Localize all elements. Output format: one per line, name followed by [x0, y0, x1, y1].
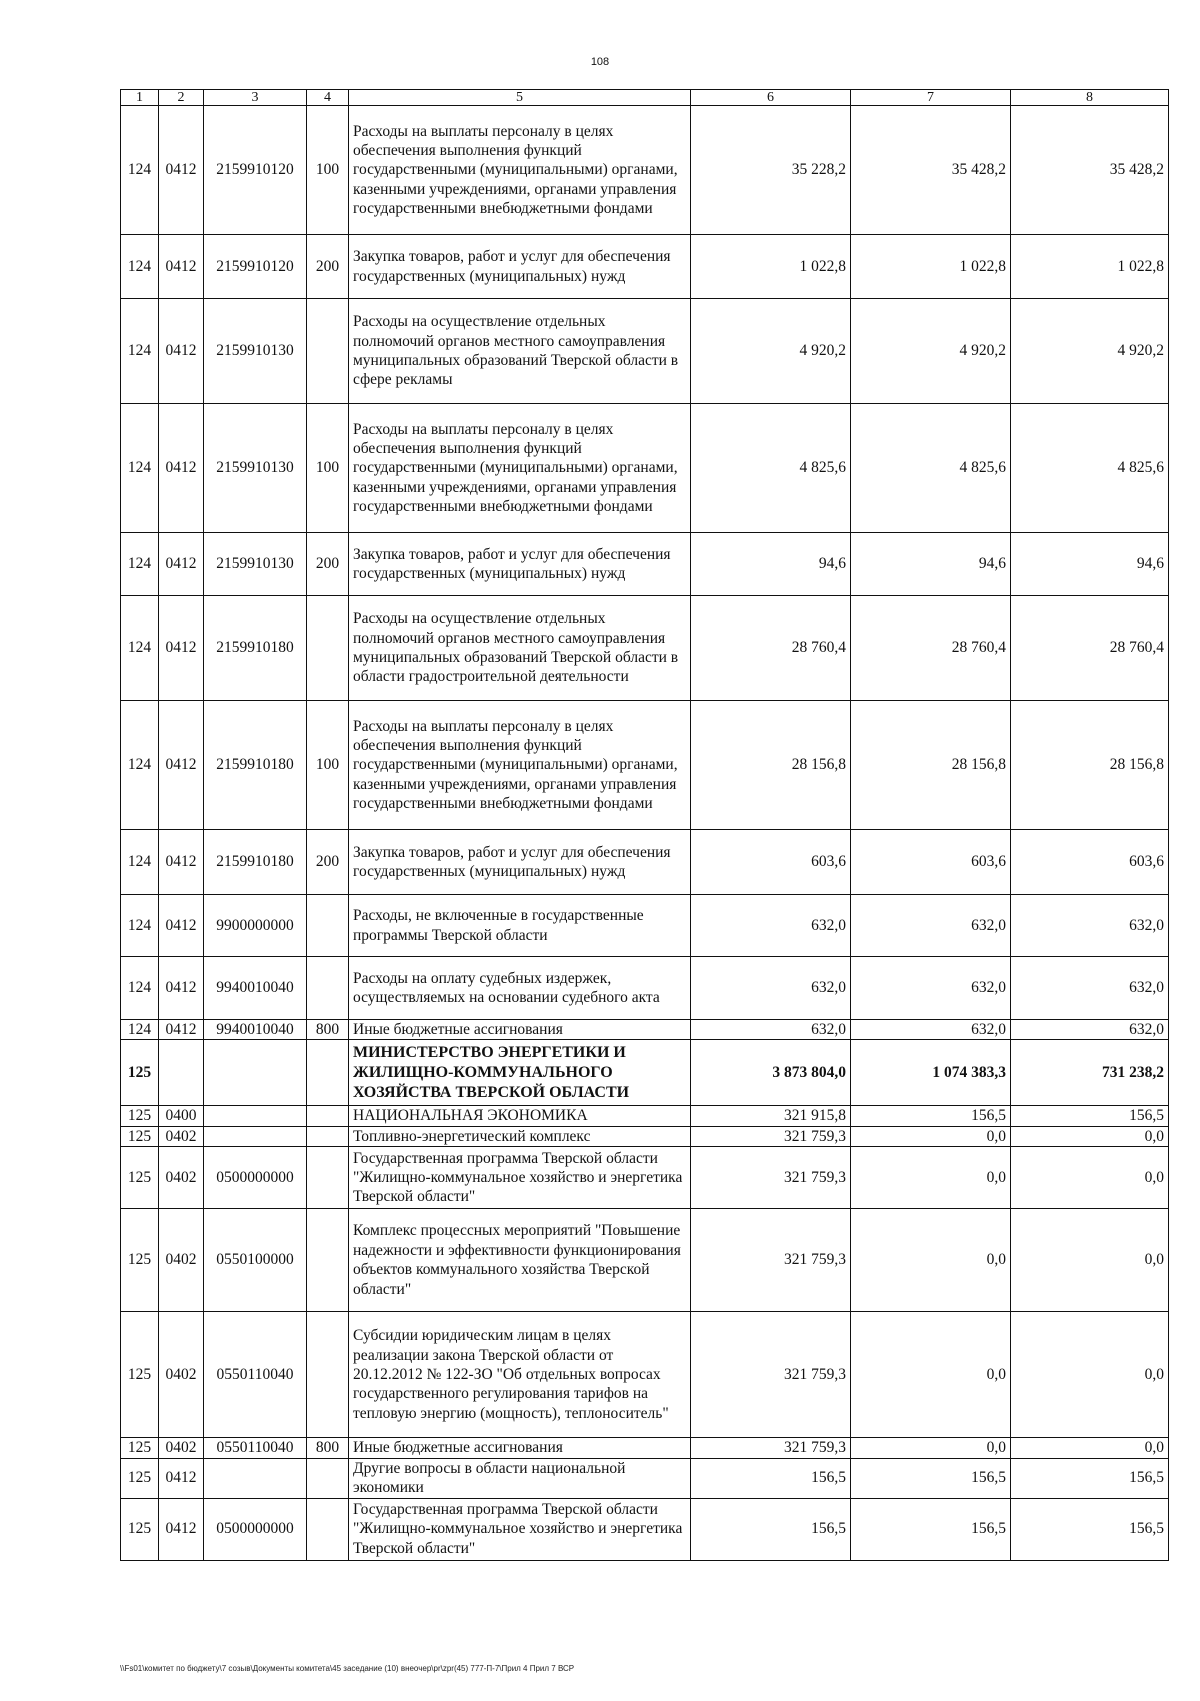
amount-year-3-cell: 603,6 [1011, 830, 1169, 895]
item-description-cell: НАЦИОНАЛЬНАЯ ЭКОНОМИКА [349, 1106, 691, 1126]
ministry-code-cell: 124 [121, 299, 159, 404]
expense-type-code-cell: 100 [307, 106, 349, 235]
amount-year-3-cell: 632,0 [1011, 895, 1169, 957]
target-article-code-cell: 0500000000 [204, 1147, 307, 1209]
item-description-cell: Иные бюджетные ассигнования [349, 1020, 691, 1040]
column-header: 3 [204, 90, 307, 106]
amount-year-1-cell: 321 759,3 [691, 1438, 851, 1458]
amount-year-3-cell: 0,0 [1011, 1147, 1169, 1209]
amount-year-1-cell: 632,0 [691, 895, 851, 957]
amount-year-3-cell: 94,6 [1011, 533, 1169, 596]
expense-type-code-cell: 200 [307, 235, 349, 299]
ministry-code-cell: 124 [121, 596, 159, 701]
target-article-code-cell: 2159910120 [204, 235, 307, 299]
target-article-code-cell: 2159910180 [204, 830, 307, 895]
item-description-cell: Расходы на выплаты персоналу в целях обеспечения выполнения функций государственными (муниципальными) органами, казенными учреждениями, органами управления государственными внебюджетными фондами [349, 701, 691, 830]
target-article-code-cell: 9900000000 [204, 895, 307, 957]
ministry-code-cell: 124 [121, 830, 159, 895]
column-header: 6 [691, 90, 851, 106]
target-article-code-cell: 9940010040 [204, 957, 307, 1020]
table-row [121, 1312, 1169, 1438]
amount-year-2-cell: 28 156,8 [851, 701, 1011, 830]
target-article-code-cell: 0550110040 [204, 1312, 307, 1438]
amount-year-2-cell: 94,6 [851, 533, 1011, 596]
ministry-code-cell: 125 [121, 1147, 159, 1209]
section-code-cell: 0412 [159, 235, 204, 299]
amount-year-1-cell: 603,6 [691, 830, 851, 895]
ministry-code-cell: 124 [121, 404, 159, 533]
table-row [121, 1438, 1169, 1458]
ministry-code-cell: 124 [121, 106, 159, 235]
table-row [121, 106, 1169, 235]
amount-year-1-cell: 28 760,4 [691, 596, 851, 701]
item-description-cell: Расходы на оплату судебных издержек, осуществляемых на основании судебного акта [349, 957, 691, 1020]
amount-year-2-cell: 156,5 [851, 1106, 1011, 1126]
table-row [121, 1147, 1169, 1209]
item-description-cell: Расходы на осуществление отдельных полномочий органов местного самоуправления муниципальных образований Тверской области в области градостроительной деятельности [349, 596, 691, 701]
table-row [121, 235, 1169, 299]
target-article-code-cell: 0550100000 [204, 1209, 307, 1312]
column-header: 1 [121, 90, 159, 106]
amount-year-2-cell: 156,5 [851, 1498, 1011, 1560]
expense-type-code-cell [307, 1040, 349, 1106]
ministry-code-cell: 124 [121, 895, 159, 957]
section-code-cell: 0412 [159, 596, 204, 701]
item-description-cell: Субсидии юридическим лицам в целях реализации закона Тверской области от 20.12.2012 № 122-ЗО "Об отдельных вопросах государственного регулирования тарифов на тепловую энергию (мощность), теплоноситель" [349, 1312, 691, 1438]
table-row [121, 957, 1169, 1020]
table-row [121, 1126, 1169, 1146]
item-description-cell: МИНИСТЕРСТВО ЭНЕРГЕТИКИ И ЖИЛИЩНО-КОММУНАЛЬНОГО ХОЗЯЙСТВА ТВЕРСКОЙ ОБЛАСТИ [349, 1040, 691, 1106]
amount-year-1-cell: 1 022,8 [691, 235, 851, 299]
expense-type-code-cell: 800 [307, 1438, 349, 1458]
section-code-cell: 0412 [159, 106, 204, 235]
section-code-cell: 0412 [159, 533, 204, 596]
amount-year-3-cell: 1 022,8 [1011, 235, 1169, 299]
section-code-cell: 0412 [159, 830, 204, 895]
expense-type-code-cell: 800 [307, 1020, 349, 1040]
amount-year-3-cell: 0,0 [1011, 1209, 1169, 1312]
item-description-cell: Расходы на выплаты персоналу в целях обеспечения выполнения функций государственными (муниципальными) органами, казенными учреждениями, органами управления государственными внебюджетными фондами [349, 404, 691, 533]
amount-year-2-cell: 1 074 383,3 [851, 1040, 1011, 1106]
expense-type-code-cell: 200 [307, 830, 349, 895]
expense-type-code-cell: 100 [307, 701, 349, 830]
ministry-code-cell: 125 [121, 1209, 159, 1312]
amount-year-2-cell: 603,6 [851, 830, 1011, 895]
amount-year-3-cell: 35 428,2 [1011, 106, 1169, 235]
amount-year-2-cell: 0,0 [851, 1147, 1011, 1209]
target-article-code-cell: 0500000000 [204, 1498, 307, 1560]
amount-year-3-cell: 28 760,4 [1011, 596, 1169, 701]
section-code-cell: 0412 [159, 404, 204, 533]
expense-type-code-cell [307, 1106, 349, 1126]
amount-year-2-cell: 0,0 [851, 1126, 1011, 1146]
section-code-cell: 0412 [159, 957, 204, 1020]
item-description-cell: Расходы на выплаты персоналу в целях обеспечения выполнения функций государственными (муниципальными) органами, казенными учреждениями, органами управления государственными внебюджетными фондами [349, 106, 691, 235]
expense-type-code-cell [307, 1498, 349, 1560]
amount-year-1-cell: 632,0 [691, 1020, 851, 1040]
footer-file-path: \\Fs01\комитет по бюджету\7 созыв\Документы комитета\45 заседание (10) внеочер\pr\zpr(45) 777-П-7\Прил 4 Прил 7 ВСР [120, 1664, 575, 1673]
expense-type-code-cell: 100 [307, 404, 349, 533]
expense-type-code-cell [307, 1147, 349, 1209]
column-header: 5 [349, 90, 691, 106]
expense-type-code-cell [307, 1126, 349, 1146]
amount-year-3-cell: 4 825,6 [1011, 404, 1169, 533]
expense-type-code-cell [307, 596, 349, 701]
item-description-cell: Расходы на осуществление отдельных полномочий органов местного самоуправления муниципальных образований Тверской области в сфере рекламы [349, 299, 691, 404]
amount-year-3-cell: 156,5 [1011, 1498, 1169, 1560]
amount-year-2-cell: 4 825,6 [851, 404, 1011, 533]
section-code-cell: 0400 [159, 1106, 204, 1126]
table-row [121, 1020, 1169, 1040]
target-article-code-cell [204, 1126, 307, 1146]
section-code-cell: 0402 [159, 1147, 204, 1209]
expense-type-code-cell [307, 1312, 349, 1438]
table-row [121, 1209, 1169, 1312]
amount-year-2-cell: 28 760,4 [851, 596, 1011, 701]
amount-year-1-cell: 156,5 [691, 1498, 851, 1560]
section-code-cell: 0412 [159, 895, 204, 957]
page-number: 108 [590, 56, 610, 68]
amount-year-1-cell: 28 156,8 [691, 701, 851, 830]
amount-year-2-cell: 632,0 [851, 895, 1011, 957]
amount-year-3-cell: 156,5 [1011, 1458, 1169, 1498]
target-article-code-cell [204, 1458, 307, 1498]
amount-year-2-cell: 1 022,8 [851, 235, 1011, 299]
amount-year-1-cell: 3 873 804,0 [691, 1040, 851, 1106]
table-row [121, 1458, 1169, 1498]
amount-year-2-cell: 4 920,2 [851, 299, 1011, 404]
target-article-code-cell: 9940010040 [204, 1020, 307, 1040]
amount-year-2-cell: 632,0 [851, 957, 1011, 1020]
target-article-code-cell [204, 1106, 307, 1126]
ministry-code-cell: 124 [121, 533, 159, 596]
ministry-code-cell: 125 [121, 1458, 159, 1498]
expense-type-code-cell [307, 1209, 349, 1312]
ministry-code-cell: 125 [121, 1040, 159, 1106]
ministry-code-cell: 124 [121, 235, 159, 299]
amount-year-1-cell: 321 759,3 [691, 1147, 851, 1209]
ministry-code-cell: 125 [121, 1126, 159, 1146]
section-code-cell: 0402 [159, 1209, 204, 1312]
amount-year-2-cell: 35 428,2 [851, 106, 1011, 235]
amount-year-3-cell: 632,0 [1011, 957, 1169, 1020]
item-description-cell: Государственная программа Тверской области "Жилищно-коммунальное хозяйство и энергетика Тверской области" [349, 1147, 691, 1209]
table-row [121, 1106, 1169, 1126]
item-description-cell: Закупка товаров, работ и услуг для обеспечения государственных (муниципальных) нужд [349, 533, 691, 596]
amount-year-3-cell: 156,5 [1011, 1106, 1169, 1126]
target-article-code-cell: 2159910130 [204, 299, 307, 404]
ministry-code-cell: 125 [121, 1438, 159, 1458]
item-description-cell: Топливно-энергетический комплекс [349, 1126, 691, 1146]
section-code-cell: 0412 [159, 701, 204, 830]
amount-year-1-cell: 35 228,2 [691, 106, 851, 235]
ministry-code-cell: 125 [121, 1498, 159, 1560]
amount-year-3-cell: 0,0 [1011, 1438, 1169, 1458]
ministry-code-cell: 124 [121, 1020, 159, 1040]
amount-year-3-cell: 28 156,8 [1011, 701, 1169, 830]
amount-year-1-cell: 321 759,3 [691, 1126, 851, 1146]
amount-year-1-cell: 632,0 [691, 957, 851, 1020]
amount-year-2-cell: 0,0 [851, 1312, 1011, 1438]
amount-year-1-cell: 94,6 [691, 533, 851, 596]
section-code-cell: 0412 [159, 299, 204, 404]
column-header: 8 [1011, 90, 1169, 106]
section-code-cell: 0402 [159, 1312, 204, 1438]
table-row [121, 596, 1169, 701]
amount-year-1-cell: 4 825,6 [691, 404, 851, 533]
section-code-cell: 0412 [159, 1498, 204, 1560]
amount-year-3-cell: 731 238,2 [1011, 1040, 1169, 1106]
table-body [121, 106, 1169, 1561]
table-row-ministry [121, 1040, 1169, 1106]
amount-year-2-cell: 632,0 [851, 1020, 1011, 1040]
amount-year-2-cell: 0,0 [851, 1209, 1011, 1312]
expense-type-code-cell [307, 1458, 349, 1498]
amount-year-2-cell: 156,5 [851, 1458, 1011, 1498]
table-row [121, 299, 1169, 404]
table-row [121, 830, 1169, 895]
amount-year-1-cell: 321 759,3 [691, 1312, 851, 1438]
column-header: 2 [159, 90, 204, 106]
table-row [121, 404, 1169, 533]
expense-type-code-cell [307, 895, 349, 957]
column-number-row [121, 90, 1169, 106]
amount-year-3-cell: 632,0 [1011, 1020, 1169, 1040]
item-description-cell: Закупка товаров, работ и услуг для обеспечения государственных (муниципальных) нужд [349, 235, 691, 299]
section-code-cell: 0402 [159, 1438, 204, 1458]
amount-year-3-cell: 0,0 [1011, 1312, 1169, 1438]
column-header: 4 [307, 90, 349, 106]
target-article-code-cell: 2159910130 [204, 404, 307, 533]
section-code-cell: 0412 [159, 1020, 204, 1040]
target-article-code-cell [204, 1040, 307, 1106]
table-row [121, 895, 1169, 957]
item-description-cell: Иные бюджетные ассигнования [349, 1438, 691, 1458]
expense-type-code-cell [307, 299, 349, 404]
amount-year-1-cell: 321 759,3 [691, 1209, 851, 1312]
ministry-code-cell: 124 [121, 701, 159, 830]
section-code-cell: 0412 [159, 1458, 204, 1498]
amount-year-3-cell: 4 920,2 [1011, 299, 1169, 404]
amount-year-1-cell: 321 915,8 [691, 1106, 851, 1126]
amount-year-3-cell: 0,0 [1011, 1126, 1169, 1146]
target-article-code-cell: 2159910120 [204, 106, 307, 235]
ministry-code-cell: 124 [121, 957, 159, 1020]
amount-year-1-cell: 4 920,2 [691, 299, 851, 404]
expense-type-code-cell: 200 [307, 533, 349, 596]
ministry-code-cell: 125 [121, 1106, 159, 1126]
target-article-code-cell: 2159910180 [204, 701, 307, 830]
item-description-cell: Закупка товаров, работ и услуг для обеспечения государственных (муниципальных) нужд [349, 830, 691, 895]
table-row [121, 701, 1169, 830]
item-description-cell: Государственная программа Тверской области "Жилищно-коммунальное хозяйство и энергетика Тверской области" [349, 1498, 691, 1560]
item-description-cell: Комплекс процессных мероприятий "Повышение надежности и эффективности функционирования объектов коммунального хозяйства Тверской области" [349, 1209, 691, 1312]
section-code-cell [159, 1040, 204, 1106]
amount-year-1-cell: 156,5 [691, 1458, 851, 1498]
target-article-code-cell: 0550110040 [204, 1438, 307, 1458]
table-row [121, 1498, 1169, 1560]
item-description-cell: Другие вопросы в области национальной экономики [349, 1458, 691, 1498]
target-article-code-cell: 2159910130 [204, 533, 307, 596]
item-description-cell: Расходы, не включенные в государственные программы Тверской области [349, 895, 691, 957]
table-row [121, 533, 1169, 596]
ministry-code-cell: 125 [121, 1312, 159, 1438]
column-header: 7 [851, 90, 1011, 106]
amount-year-2-cell: 0,0 [851, 1438, 1011, 1458]
budget-table [120, 89, 1169, 1561]
section-code-cell: 0402 [159, 1126, 204, 1146]
expense-type-code-cell [307, 957, 349, 1020]
target-article-code-cell: 2159910180 [204, 596, 307, 701]
